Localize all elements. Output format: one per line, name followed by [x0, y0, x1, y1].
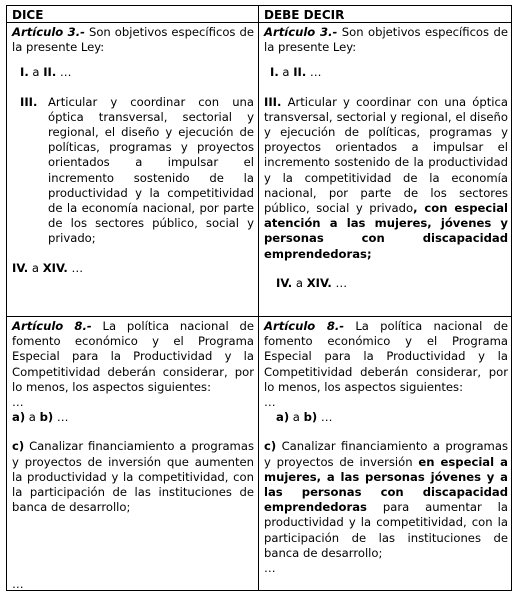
row1-left-cell — [9, 25, 257, 276]
ellipsis: … — [264, 395, 276, 410]
item-iv-xiv: IV. a XIV. … — [276, 275, 348, 290]
row-divider — [7, 316, 511, 317]
row2-left-cell — [9, 319, 257, 593]
item-a-b: a) a b) … — [12, 410, 69, 425]
item-iii: III. Articular y coordinar con una óptica transversal, sectorial y regional, el diseño y ejecución de políticas, programas y proyectos orientados a impulsar el incremento sostenido de la productividad y la competitividad de la economía nacional, por parte de los sectores público, social y privado, con especial atención a las mujeres, jóvenes y personas con discapacidad emprendedoras; — [264, 94, 508, 261]
header-dice: DICE — [12, 8, 44, 22]
item-a-b: a) a b) … — [276, 410, 333, 425]
item-i-ii: I. a II. … — [270, 65, 322, 80]
art3-intro: Artículo 3.- Son objetivos específicos de la presente Ley: — [12, 25, 254, 55]
header-debe-decir: DEBE DECIR — [264, 8, 345, 22]
item-iii: III. Articular y coordinar con una óptica transversal, sectorial y regional, el diseño y ejecución de políticas, programas y proyectos orientados a impulsar el incremento sostenido de la productividad y la competitividad de la economía nacional, por parte de los sectores público, social y privado; — [20, 94, 254, 246]
item-c: c) Canalizar financiamiento a programas y proyectos de inversión que aumenten la productividad y la competitividad, con la participación de las instituciones de banca de desarrollo; — [12, 439, 254, 515]
comparison-table — [6, 5, 512, 591]
item-i-ii: I. a II. … — [20, 65, 72, 80]
ellipsis: … — [12, 395, 24, 410]
art8-intro: Artículo 8.- La política nacional de fomento económico y el Programa Especial para la Productividad y la Competitividad deberán considerar, por lo menos, los aspectos siguientes: — [12, 319, 254, 394]
row2-right-cell — [261, 319, 511, 576]
item-c: c) Canalizar financiamiento a programas y proyectos de inversión en especial a mujeres, a las personas jóvenes y a las personas con discapacidad emprendedoras para aumentar la productividad y la competitividad, con la participación de las instituciones de banca de desarrollo; — [264, 439, 508, 560]
ellipsis-end: … — [12, 577, 24, 592]
item-iv-xiv: IV. a XIV. … — [12, 260, 84, 275]
art8-intro: Artículo 8.- La política nacional de fomento económico y el Programa Especial para la Productividad y la Competitividad deberán considerar, por lo menos, los aspectos siguientes: — [264, 319, 508, 394]
column-divider — [258, 6, 259, 590]
row1-right-cell — [261, 25, 511, 291]
art3-intro: Artículo 3.- Son objetivos específicos de la presente Ley: — [264, 25, 508, 55]
ellipsis-end: … — [264, 561, 276, 576]
